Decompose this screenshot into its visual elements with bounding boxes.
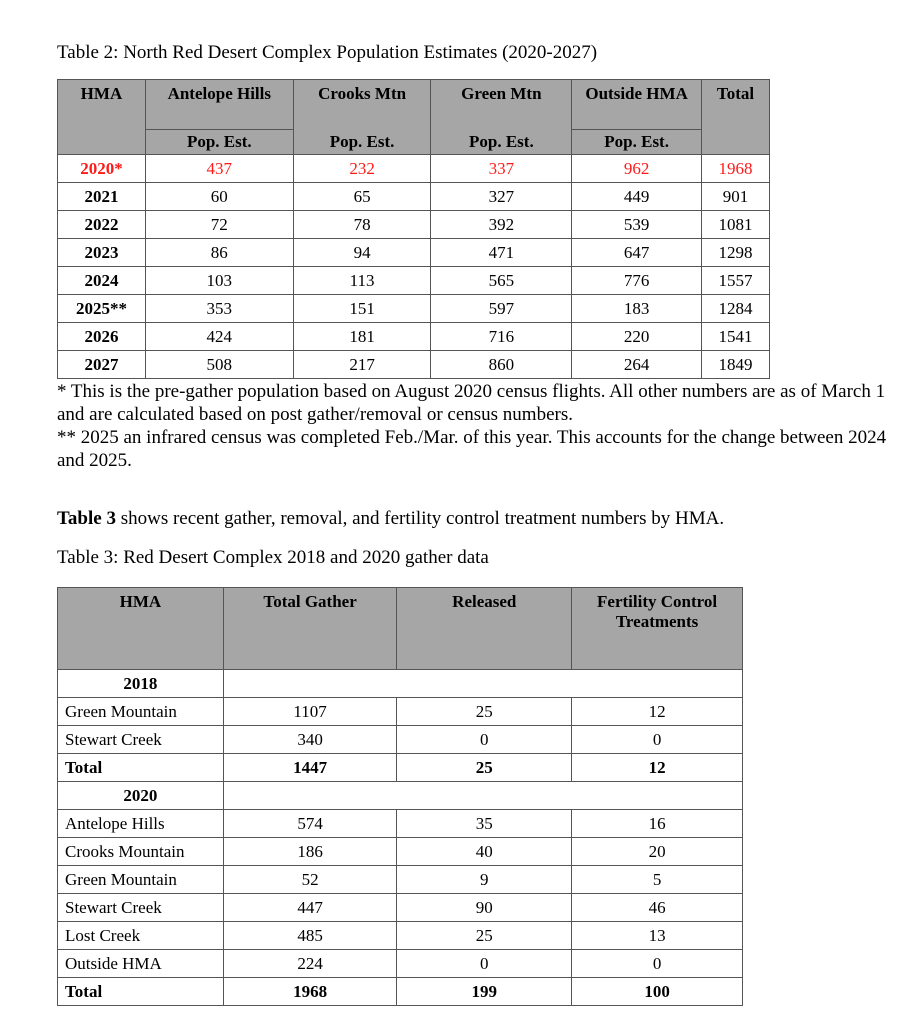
pop-est-cell: 113	[293, 267, 431, 295]
header-fertility-control: Fertility Control Treatments	[572, 588, 743, 670]
pop-est-cell: 337	[431, 155, 572, 183]
pop-est-cell: 60	[145, 183, 293, 211]
pop-est-cell: 217	[293, 351, 431, 379]
pop-est-cell: 183	[572, 295, 702, 323]
table-row	[58, 323, 770, 351]
table2-caption: Table 2: North Red Desert Complex Population Estimates (2020-2027)	[57, 42, 598, 63]
table-row	[58, 866, 743, 894]
subheader-pop-est: Pop. Est.	[572, 130, 702, 155]
total-cell: 1968	[702, 155, 770, 183]
total-gather-cell: 340	[223, 726, 397, 754]
total-row	[58, 754, 743, 782]
pop-est-cell: 181	[293, 323, 431, 351]
released-cell: 199	[397, 978, 572, 1006]
released-cell: 35	[397, 810, 572, 838]
pop-est-cell: 437	[145, 155, 293, 183]
total-gather-cell: 447	[223, 894, 397, 922]
pop-est-cell: 449	[572, 183, 702, 211]
table-row	[58, 922, 743, 950]
total-gather-cell: 1107	[223, 698, 397, 726]
year-cell: 2025**	[58, 295, 146, 323]
pop-est-cell: 392	[431, 211, 572, 239]
pop-est-cell: 776	[572, 267, 702, 295]
fertility-cell: 12	[572, 698, 743, 726]
pop-est-cell: 151	[293, 295, 431, 323]
hma-name-cell: Green Mountain	[58, 866, 224, 894]
table-row	[58, 726, 743, 754]
pop-est-cell: 353	[145, 295, 293, 323]
table3-intro-bold: Table 3	[57, 508, 116, 529]
year-section-row	[58, 782, 743, 810]
year-cell: 2027	[58, 351, 146, 379]
table-row	[58, 894, 743, 922]
pop-est-cell: 716	[431, 323, 572, 351]
pop-est-cell: 220	[572, 323, 702, 351]
fertility-cell: 5	[572, 866, 743, 894]
total-gather-cell: 224	[223, 950, 397, 978]
table-row	[58, 183, 770, 211]
pop-est-cell: 471	[431, 239, 572, 267]
gather-data-table	[57, 587, 743, 1006]
year-cell: 2024	[58, 267, 146, 295]
pop-est-cell: 72	[145, 211, 293, 239]
table-row	[58, 950, 743, 978]
table-row	[58, 155, 770, 183]
total-gather-cell: 485	[223, 922, 397, 950]
pop-est-cell: 94	[293, 239, 431, 267]
total-cell: 1298	[702, 239, 770, 267]
header-hma: HMA	[58, 80, 146, 155]
table-row	[58, 267, 770, 295]
fertility-cell: 13	[572, 922, 743, 950]
pop-est-cell: 232	[293, 155, 431, 183]
total-gather-cell: 186	[223, 838, 397, 866]
pop-est-cell: 597	[431, 295, 572, 323]
pop-est-cell: 424	[145, 323, 293, 351]
fertility-cell: 12	[572, 754, 743, 782]
pop-est-cell: 565	[431, 267, 572, 295]
hma-name-cell: Total	[58, 978, 224, 1006]
total-gather-cell: 52	[223, 866, 397, 894]
total-cell: 1557	[702, 267, 770, 295]
population-estimates-table	[57, 79, 770, 379]
table-row	[58, 295, 770, 323]
header-antelope-hills: Antelope Hills	[145, 80, 293, 130]
released-cell: 0	[397, 726, 572, 754]
table-row	[58, 810, 743, 838]
released-cell: 0	[397, 950, 572, 978]
year-cell: 2021	[58, 183, 146, 211]
pop-est-cell: 962	[572, 155, 702, 183]
total-cell: 1849	[702, 351, 770, 379]
fertility-cell: 16	[572, 810, 743, 838]
pop-est-cell: 539	[572, 211, 702, 239]
released-cell: 25	[397, 698, 572, 726]
pop-est-cell: 860	[431, 351, 572, 379]
fertility-cell: 100	[572, 978, 743, 1006]
year-section-row	[58, 670, 743, 698]
hma-name-cell: Green Mountain	[58, 698, 224, 726]
released-cell: 25	[397, 922, 572, 950]
hma-name-cell: Outside HMA	[58, 950, 224, 978]
year-cell: 2022	[58, 211, 146, 239]
total-cell: 901	[702, 183, 770, 211]
fertility-cell: 20	[572, 838, 743, 866]
table3-intro-text: shows recent gather, removal, and fertility control treatment numbers by HMA.	[115, 508, 725, 529]
released-cell: 40	[397, 838, 572, 866]
header-total-gather: Total Gather	[223, 588, 397, 670]
hma-name-cell: Stewart Creek	[58, 894, 224, 922]
year-cell: 2020*	[58, 155, 146, 183]
total-row	[58, 978, 743, 1006]
released-cell: 25	[397, 754, 572, 782]
year-cell: 2026	[58, 323, 146, 351]
total-cell: 1284	[702, 295, 770, 323]
footnote-1: * This is the pre-gather population based on August 2020 census flights. All other numbers are as of March 1 and are calculated based on post gather/removal or census numbers.	[57, 381, 886, 425]
table-row	[58, 838, 743, 866]
pop-est-cell: 647	[572, 239, 702, 267]
pop-est-cell: 264	[572, 351, 702, 379]
header-hma: HMA	[58, 588, 224, 670]
table3-caption: Table 3: Red Desert Complex 2018 and 2020 gather data	[57, 547, 489, 568]
pop-est-cell: 65	[293, 183, 431, 211]
section-blank-cell	[223, 782, 742, 810]
released-cell: 90	[397, 894, 572, 922]
table-row	[58, 351, 770, 379]
table2-footnotes	[57, 380, 897, 472]
pop-est-cell: 78	[293, 211, 431, 239]
total-gather-cell: 1447	[223, 754, 397, 782]
header-released: Released	[397, 588, 572, 670]
hma-name-cell: Crooks Mountain	[58, 838, 224, 866]
pop-est-cell: 103	[145, 267, 293, 295]
pop-est-cell: 508	[145, 351, 293, 379]
pop-est-cell: 327	[431, 183, 572, 211]
header-green-mtn: Green Mtn	[431, 80, 572, 130]
section-blank-cell	[223, 670, 742, 698]
total-cell: 1541	[702, 323, 770, 351]
section-year-cell: 2020	[58, 782, 224, 810]
hma-name-cell: Antelope Hills	[58, 810, 224, 838]
subheader-pop-est: Pop. Est.	[431, 130, 572, 155]
hma-name-cell: Total	[58, 754, 224, 782]
total-cell: 1081	[702, 211, 770, 239]
header-total: Total	[702, 80, 770, 155]
table-row	[58, 211, 770, 239]
hma-name-cell: Stewart Creek	[58, 726, 224, 754]
section-year-cell: 2018	[58, 670, 224, 698]
total-gather-cell: 574	[223, 810, 397, 838]
total-gather-cell: 1968	[223, 978, 397, 1006]
fertility-cell: 0	[572, 950, 743, 978]
table-row	[58, 698, 743, 726]
table-row	[58, 239, 770, 267]
pop-est-cell: 86	[145, 239, 293, 267]
header-outside-hma: Outside HMA	[572, 80, 702, 130]
footnote-2: ** 2025 an infrared census was completed Feb./Mar. of this year. This accounts for the change between 2024 and 2025.	[57, 427, 887, 471]
hma-name-cell: Lost Creek	[58, 922, 224, 950]
subheader-pop-est: Pop. Est.	[145, 130, 293, 155]
released-cell: 9	[397, 866, 572, 894]
fertility-cell: 0	[572, 726, 743, 754]
subheader-pop-est: Pop. Est.	[293, 130, 431, 155]
fertility-cell: 46	[572, 894, 743, 922]
year-cell: 2023	[58, 239, 146, 267]
header-crooks-mtn: Crooks Mtn	[293, 80, 431, 130]
table3-intro	[57, 508, 724, 530]
